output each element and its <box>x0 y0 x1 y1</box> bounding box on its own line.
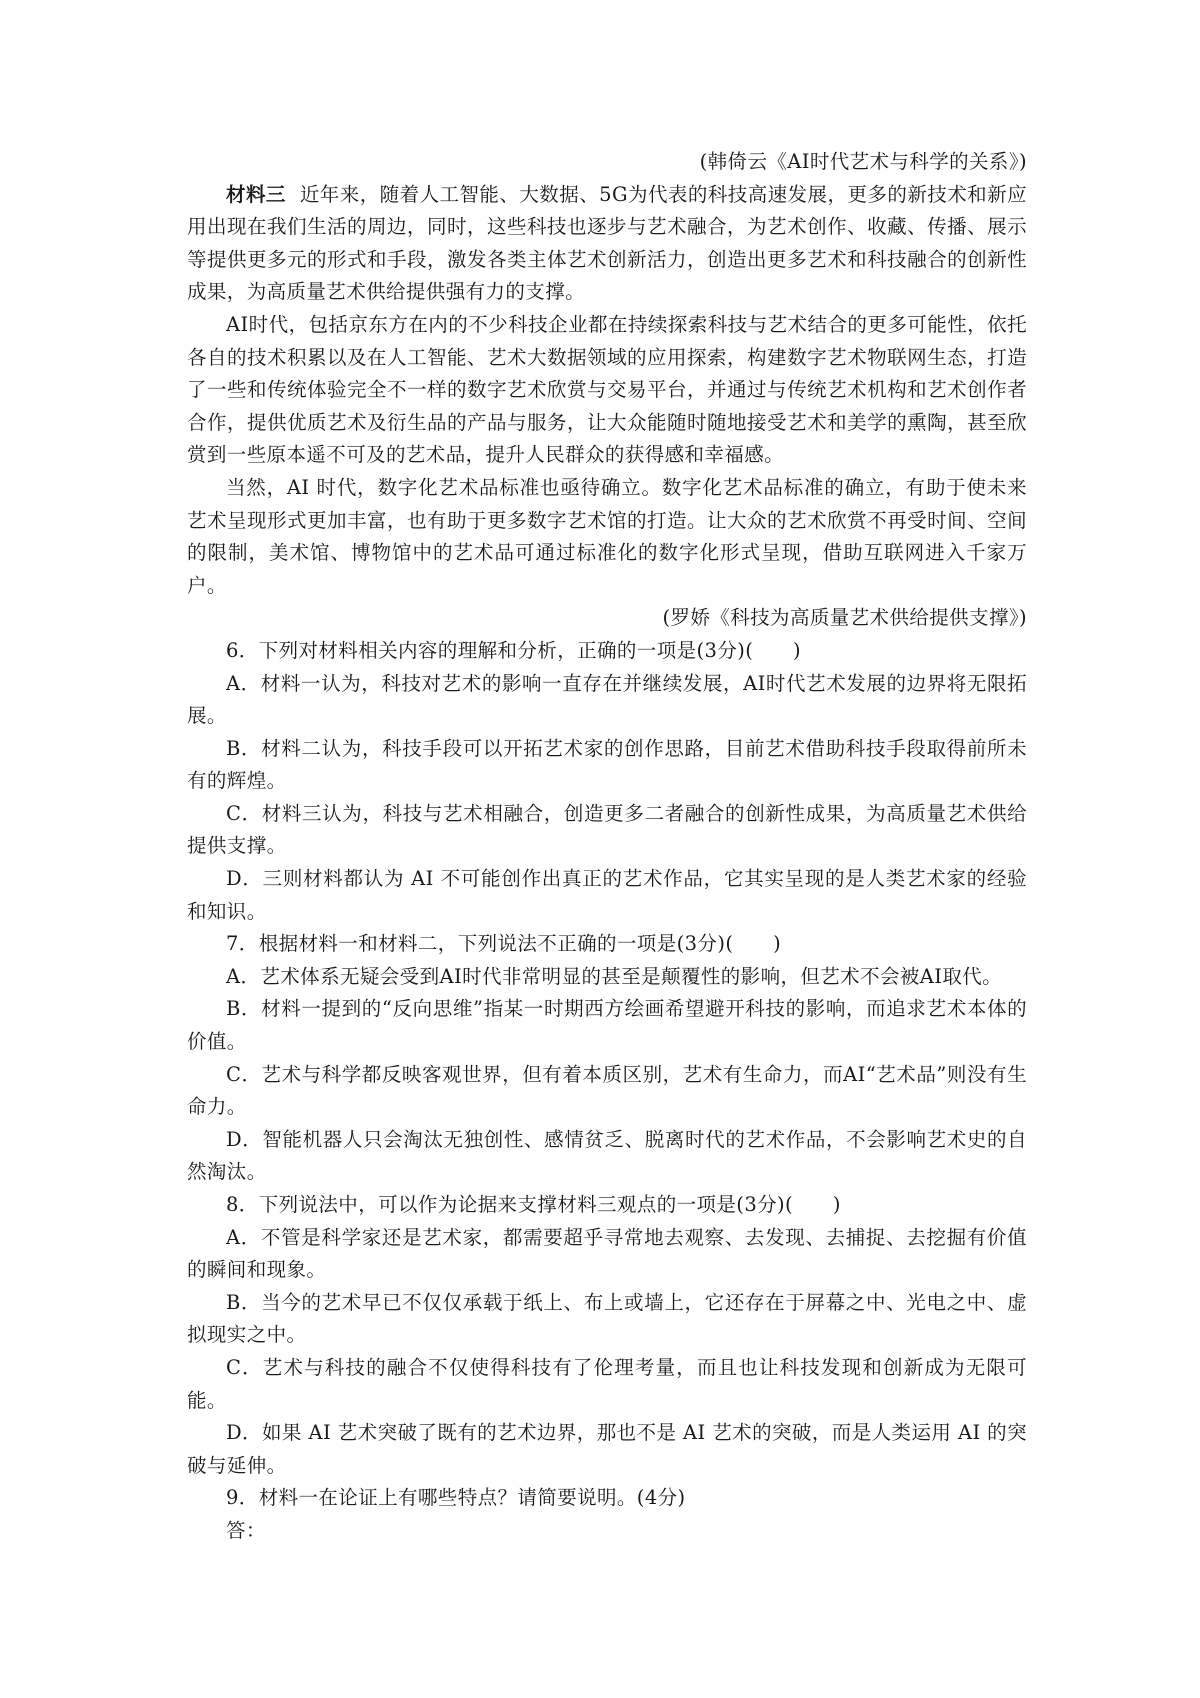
source-citation-2: (罗娇《科技为高质量艺术供给提供支撑》) <box>662 606 1027 630</box>
question-6-option-d[interactable]: D．三则材料都认为 AI 不可能创作出真正的艺术作品，它其实呈现的是人类艺术家的经验和知识。 <box>187 867 1027 923</box>
question-6-option-c[interactable]: C．材料三认为，科技与艺术相融合，创造更多二者融合的创新性成果，为高质量艺术供给提供支撑。 <box>187 801 1027 858</box>
question-8-option-b[interactable]: B．当今的艺术早已不仅仅承载于纸上、布上或墙上，它还存在于屏幕之中、光电之中、虚拟现实之中。 <box>187 1290 1027 1347</box>
answer-label: 答： <box>226 1518 266 1542</box>
question-7-stem: 7．根据材料一和材料二，下列说法不正确的一项是(3分)( ) <box>226 932 782 956</box>
question-8-option-d[interactable]: D．如果 AI 艺术突破了既有的艺术边界，那也不是 AI 艺术的突破，而是人类运用 AI 的突破与延伸。 <box>187 1421 1027 1477</box>
material-three-paragraph-2: AI时代，包括京东方在内的不少科技企业都在持续探索科技与艺术结合的更多可能性，依托各自的技术积累以及在人工智能、艺术大数据领域的应用探索，构建数字艺术物联网生态，打造了一些和传统体验完全不一样的数字艺术欣赏与交易平台，并通过与传统艺术机构和艺术创作者合作，提供优质艺术及衍生品的产品与服务，让大众能随时随地接受艺术和美学的熏陶，甚至欣赏到一些原本遥不可及的艺术品，提升人民群众的获得感和幸福感。 <box>187 312 1027 467</box>
source-citation-1: (韩倚云《AI时代艺术与科学的关系》) <box>699 150 1027 173</box>
question-6-stem: 6．下列对材料相关内容的理解和分析，正确的一项是(3分)( ) <box>226 638 802 662</box>
question-7-option-c[interactable]: C．艺术与科学都反映客观世界，但有着本质区别，艺术有生命力，而AI“艺术品”则没有生命力。 <box>187 1062 1027 1119</box>
material-three-paragraph-1 <box>187 179 1027 309</box>
answer-area[interactable] <box>187 1548 1027 1588</box>
question-8-stem: 8．下列说法中，可以作为论据来支撑材料三观点的一项是(3分)( ) <box>226 1193 841 1216</box>
question-8-option-a[interactable]: A．不管是科学家还是艺术家，都需要超乎寻常地去观察、去发现、去捕捉、去挖掘有价值的瞬间和现象。 <box>187 1225 1027 1282</box>
exam-page <box>187 146 1027 1588</box>
question-7-option-b[interactable]: B．材料一提到的“反向思维”指某一时期西方绘画希望避开科技的影响，而追求艺术本体的价值。 <box>187 997 1027 1054</box>
material-three-paragraph-3: 当然，AI 时代，数字化艺术品标准也亟待确立。数字化艺术品标准的确立，有助于使未来艺术呈现形式更加丰富，也有助于更多数字艺术馆的打造。让大众的艺术欣赏不再受时间、空间的限制，美术馆、博物馆中的艺术品可通过标准化的数字化形式呈现，借助互联网进入千家万户。 <box>187 475 1027 597</box>
question-6-option-b[interactable]: B．材料二认为，科技手段可以开拓艺术家的创作思路，目前艺术借助科技手段取得前所未有的辉煌。 <box>187 736 1027 793</box>
material-three-text-1: 近年来，随着人工智能、大数据、5G为代表的科技高速发展，更多的新技术和新应用出现在我们生活的周边，同时，这些科技也逐步与艺术融合，为艺术创作、收藏、传播、展示等提供更多元的形式和手段，激发各类主体艺术创新活力，创造出更多艺术和科技融合的创新性成果，为高质量艺术供给提供强有力的支撑。 <box>187 182 1027 304</box>
question-7-option-d[interactable]: D．智能机器人只会淘汰无独创性、感情贫乏、脱离时代的艺术作品，不会影响艺术史的自然淘汰。 <box>187 1127 1027 1184</box>
question-7-option-a[interactable]: A．艺术体系无疑会受到AI时代非常明显的甚至是颠覆性的影响，但艺术不会被AI取代。 <box>226 964 1003 988</box>
question-8-option-c[interactable]: C．艺术与科技的融合不仅使得科技有了伦理考量，而且也让科技发现和创新成为无限可能。 <box>187 1355 1027 1412</box>
question-6-option-a[interactable]: A．材料一认为，科技对艺术的影响一直存在并继续发展，AI时代艺术发展的边界将无限拓展。 <box>187 671 1027 728</box>
material-three-heading: 材料三 <box>226 182 286 206</box>
question-9-stem: 9．材料一在论证上有哪些特点？请简要说明。(4分) <box>226 1486 686 1510</box>
